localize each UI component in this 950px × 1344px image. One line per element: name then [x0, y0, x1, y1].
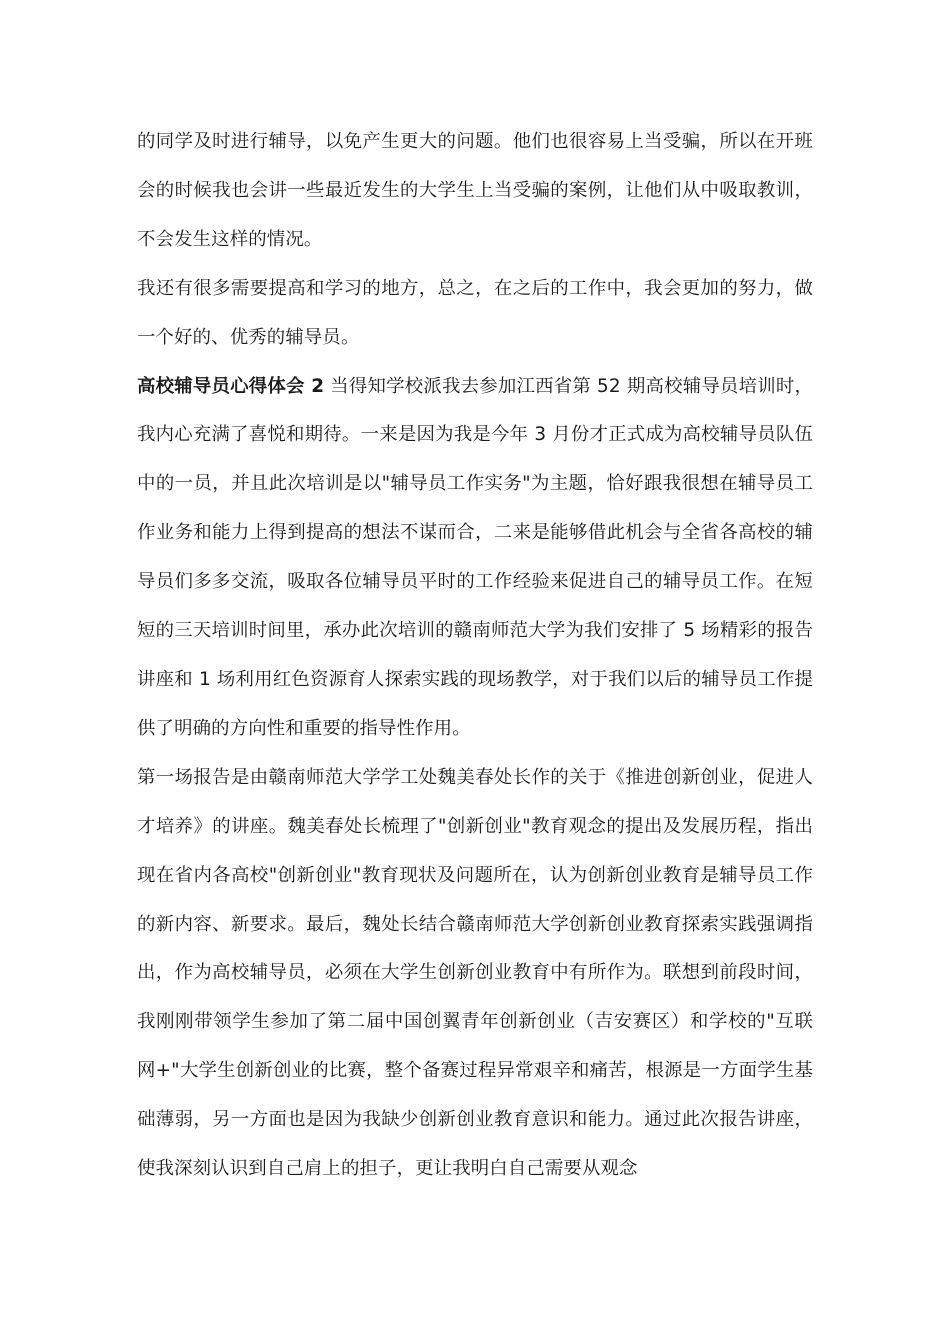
paragraph-4-text: 第一场报告是由赣南师范大学学工处魏美春处长作的关于《推进创新创业，促进人才培养》的讲座。魏美春处长梳理了"创新创业"教育观念的提出及发展历程，指出现在省内各高校"创新创业"教育现状及问题所在，认为创新创业教育是辅导员工作的新内容、新要求。最后，魏处长结合赣南师范大学创新创业教育探索实践强调指出，作为高校辅导员，必须在大学生创新创业教育中有所作为。联想到前段时间，我刚刚带领学生参加了第二届中国创翼青年创新创业（吉安赛区）和学校的"互联网+"大学生创新创业的比赛，整个备赛过程异常艰辛和痛苦，根源是一方面学生基础薄弱，另一方面也是因为我缺少创新创业教育意识和能力。通过此次报告讲座，使我深刻认识到自己肩上的担子，更让我明白自己需要从观念 [137, 766, 813, 1180]
paragraph-2-text: 我还有很多需要提高和学习的地方，总之，在之后的工作中，我会更加的努力，做一个好的、优秀的辅导员。 [137, 277, 813, 348]
paragraph-2 [137, 265, 813, 363]
paragraph-3 [137, 363, 813, 754]
paragraph-1 [137, 118, 813, 265]
section-heading: 高校辅导员心得体会 2 [137, 375, 325, 397]
paragraph-3-text: 当得知学校派我去参加江西省第 52 期高校辅导员培训时，我内心充满了喜悦和期待。一来是因为我是今年 3 月份才正式成为高校辅导员队伍中的一员，并且此次培训是以"辅导员工作实务"为主题，恰好跟我很想在辅导员工作业务和能力上得到提高的想法不谋而合，二来是能够借此机会与全省各高校的辅导员们多多交流，吸取各位辅导员平时的工作经验来促进自己的辅导员工作。在短短的三天培训时间里，承办此次培训的赣南师范大学为我们安排了 5 场精彩的报告讲座和 1 场利用红色资源育人探索实践的现场教学，对于我们以后的辅导员工作提供了明确的方向性和重要的指导性作用。 [137, 375, 813, 739]
paragraph-4 [137, 754, 813, 1194]
paragraph-1-text: 的同学及时进行辅导，以免产生更大的问题。他们也很容易上当受骗，所以在开班会的时候我也会讲一些最近发生的大学生上当受骗的案例，让他们从中吸取教训，不会发生这样的情况。 [137, 131, 813, 250]
document-body [137, 118, 813, 1194]
